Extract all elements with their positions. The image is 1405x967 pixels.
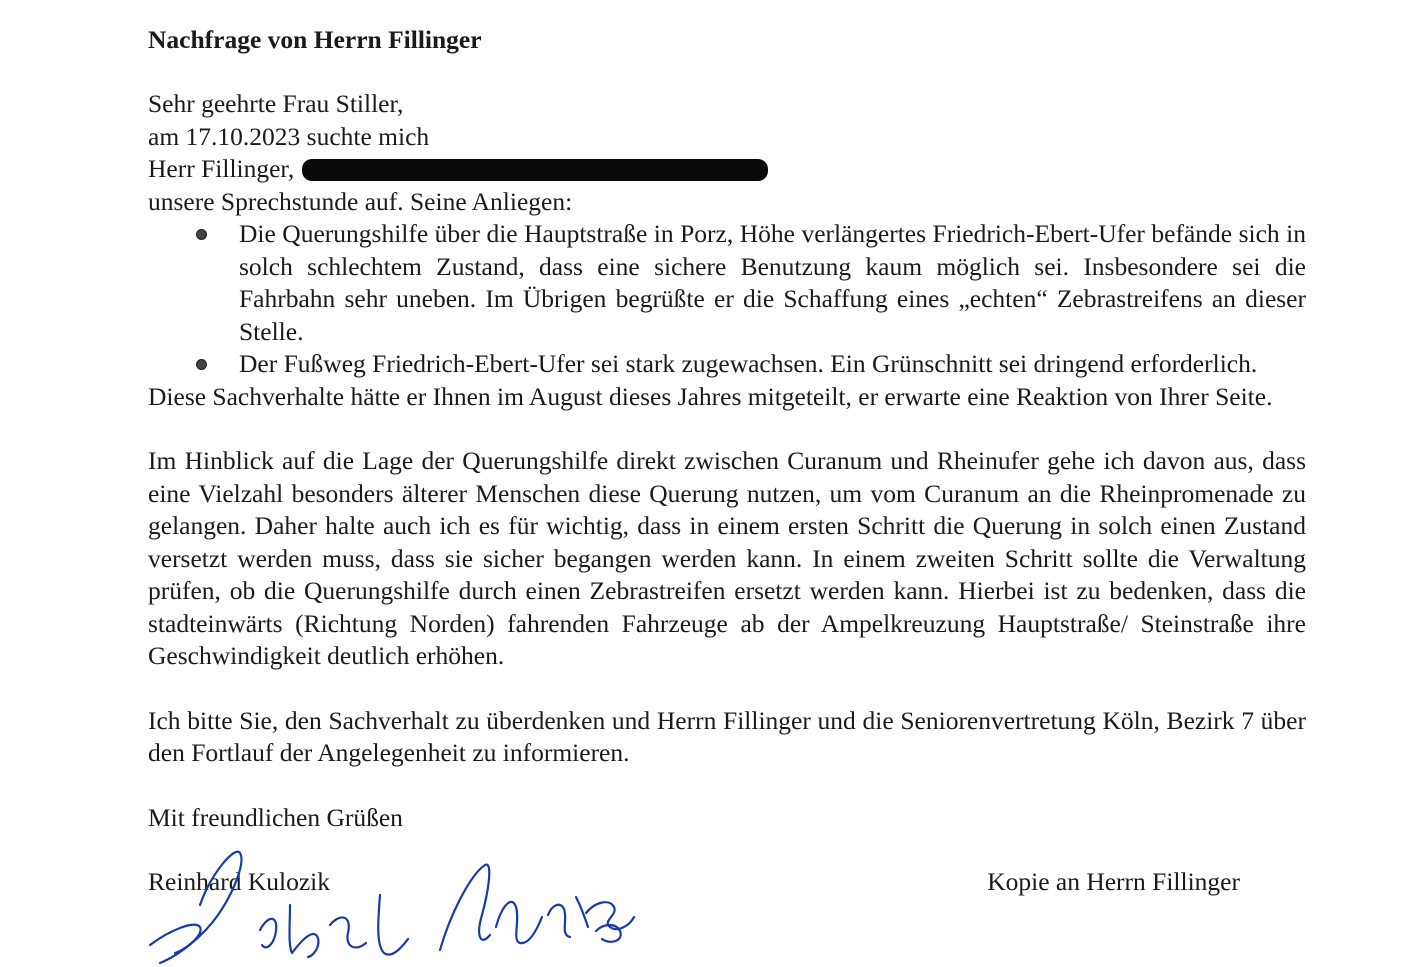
paragraph-3: Ich bitte Sie, den Sachverhalt zu überdenken und Herrn Fillinger und die Seniorenvertretung Köln, Bezirk 7 über den Fortlauf der Angelegenheit zu informieren.	[148, 705, 1306, 767]
intro-line-3-wrapper	[148, 153, 1306, 186]
redaction-bar	[302, 159, 768, 181]
sender-name: Reinhard Kulozik	[148, 866, 330, 896]
bullet-icon	[196, 229, 207, 240]
spacer	[148, 770, 1306, 802]
sender-row	[148, 866, 1306, 902]
list-item-text: Die Querungshilfe über die Hauptstraße in Porz, Höhe verlängertes Friedrich-Ebert-Ufer befände sich in solch schlechtem Zustand, dass eine sichere Benutzung kaum möglich sei. Insbesondere sei die Fahrbahn sehr uneben. Im Übrigen begrüßte er die Schaffung eines „echten“ Zebrastreifens an dieser Stelle.	[239, 219, 1306, 346]
closing-row	[148, 802, 1306, 838]
intro-line-2: am 17.10.2023 suchte mich	[148, 121, 430, 151]
paragraph-2: Im Hinblick auf die Lage der Querungshilfe direkt zwischen Curanum und Rheinufer gehe ich davon aus, dass eine Vielzahl besonders älterer Menschen diese Querung nutzen, um vom Curanum an die Rheinpromenade zu gelangen. Daher halte auch ich es für wichtig, dass in einem ersten Schritt die Querung in solch einen Zustand versetzt werden muss, dass sie sicher begangen werden kann. In einem zweiten Schritt sollte die Verwaltung prüfen, ob die Querungshilfe durch einen Zebrastreifen ersetzt werden kann. Hierbei ist zu bedenken, dass die stadteinwärts (Richtung Norden) fahrenden Fahrzeuge ab der Ampelkreuzung Hauptstraße/ Steinstraße ihre Geschwindigkeit deutlich erhöhen.	[148, 446, 1306, 670]
list-item-text: Der Fußweg Friedrich-Ebert-Ufer sei stark zugewachsen. Ein Grünschnitt sei dringend erforderlich.	[239, 349, 1258, 378]
list-item	[148, 218, 1306, 348]
copy-note: Kopie an Herrn Fillinger	[987, 866, 1240, 896]
closing-greeting: Mit freundlichen Grüßen	[148, 802, 403, 832]
intro-line-4: unsere Sprechstunde auf. Seine Anliegen:	[148, 186, 573, 216]
paragraph-1: Diese Sachverhalte hätte er Ihnen im August dieses Jahres mitgeteilt, er erwarte eine Reaktion von Ihrer Seite.	[148, 381, 1273, 411]
concerns-list	[148, 218, 1306, 381]
intro-line-3: Herr Fillinger,	[148, 154, 295, 183]
list-item	[148, 348, 1306, 381]
letter-body	[148, 22, 1306, 902]
salutation: Sehr geehrte Frau Stiller,	[148, 89, 404, 118]
spacer	[148, 838, 1306, 866]
spacer	[148, 673, 1306, 705]
spacer	[148, 413, 1306, 445]
bullet-icon	[196, 359, 207, 370]
letter-title: Nachfrage von Herrn Fillinger	[148, 25, 482, 54]
